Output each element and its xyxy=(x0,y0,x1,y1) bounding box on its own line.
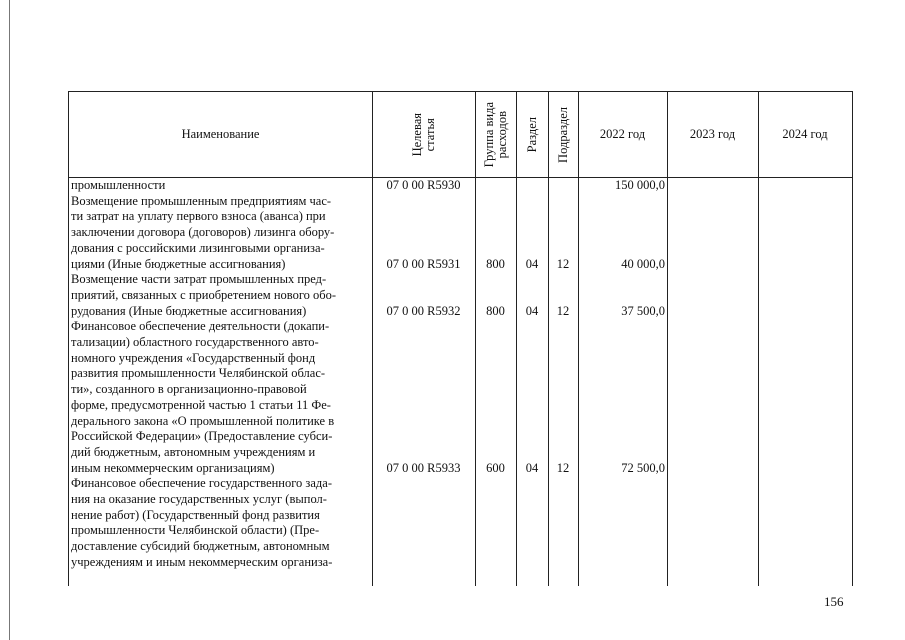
header-year-2024-label: 2024 год xyxy=(782,127,828,141)
body-line: нение работ) (Государственный фонд развития xyxy=(71,507,320,522)
row-section: 04 xyxy=(525,256,539,271)
row-expense-group: 800 xyxy=(486,303,505,318)
header-year-2023-label: 2023 год xyxy=(689,127,736,141)
body-line: заключении договора (договоров) лизинга обору- xyxy=(71,225,335,240)
row-subsection: 12 xyxy=(556,256,570,271)
page-number: 156 xyxy=(824,594,844,609)
row-section: 04 xyxy=(525,460,539,475)
body-line: иным некоммерческим организациям) xyxy=(71,460,275,475)
body-line: Возмещение части затрат промышленных пред- xyxy=(71,272,327,287)
body-line: Финансовое обеспечение деятельности (докапи- xyxy=(71,319,330,334)
row-amount-2022: 40 000,0 xyxy=(621,256,665,271)
body-line: приятий, связанных с приобретением нового обо- xyxy=(71,287,337,302)
body-line: дования с российскими лизинговыми организа- xyxy=(71,240,325,255)
body-line: развития промышленности Челябинской облас- xyxy=(71,366,326,381)
header-name xyxy=(69,92,372,177)
header-subsection-label: Подраздел xyxy=(555,106,570,163)
header-target-article-label: Целевая статья xyxy=(409,112,437,157)
header-expense-group xyxy=(475,92,516,177)
body-line: Финансовое обеспечение государственного зада- xyxy=(71,476,332,491)
header-year-2024 xyxy=(758,92,852,177)
header-year-2023 xyxy=(667,92,758,177)
body-line: тализации) областного государственного авто- xyxy=(71,335,319,350)
header-section-label: Раздел xyxy=(524,116,539,153)
body-line: ти», созданного в организационно-правовой xyxy=(71,382,307,397)
body-line: учреждениям и иным некоммерческим организа- xyxy=(71,554,333,569)
row-target-article: 07 0 00 R5933 xyxy=(386,460,461,475)
scan-left-edge xyxy=(9,0,10,640)
body-line: доставление субсидий бюджетным, автономным xyxy=(71,539,330,554)
body-line: Российской Федерации» (Предоставление субси- xyxy=(71,429,333,444)
row-amount-2022: 37 500,0 xyxy=(621,303,665,318)
row-subsection: 12 xyxy=(556,303,570,318)
row-amount-2022: 150 000,0 xyxy=(615,178,665,192)
header-target-article xyxy=(372,92,475,177)
body-line: Возмещение промышленным предприятиям час- xyxy=(71,193,332,208)
body-line: ния на оказание государственных услуг (выпол- xyxy=(71,492,327,507)
row-target-article: 07 0 00 R5931 xyxy=(386,256,461,271)
header-name-label: Наименование xyxy=(181,127,260,141)
item-descriptions xyxy=(71,178,370,571)
body-line: ти затрат на уплату первого взноса (аванса) при xyxy=(71,209,326,224)
header-year-2022 xyxy=(578,92,667,177)
row-subsection: 12 xyxy=(556,460,570,475)
body-line: циями (Иные бюджетные ассигнования) xyxy=(71,256,286,271)
body-line: дий бюджетным, автономным учреждениям и xyxy=(71,444,316,459)
row-section: 04 xyxy=(525,303,539,318)
budget-table xyxy=(68,91,853,586)
row-amount-2022: 72 500,0 xyxy=(621,460,665,475)
header-subsection xyxy=(548,92,578,177)
body-line: номного учреждения «Государственный фонд xyxy=(71,350,316,365)
body-line: промышленности Челябинской области) (Пре- xyxy=(71,523,320,538)
row-target-article: 07 0 00 R5932 xyxy=(386,303,461,318)
row-expense-group: 600 xyxy=(486,460,505,475)
body-line: дерального закона «О промышленной политике в xyxy=(71,413,335,428)
body-line: промышленности xyxy=(71,178,166,192)
header-year-2022-label: 2022 год xyxy=(599,127,646,141)
row-target-article: 07 0 00 R5930 xyxy=(386,178,461,192)
row-expense-group: 800 xyxy=(486,256,505,271)
header-section xyxy=(516,92,548,177)
header-expense-group-label: Группа вида расходов xyxy=(481,101,509,168)
body-line: рудования (Иные бюджетные ассигнования) xyxy=(71,303,307,318)
body-line: форме, предусмотренной частью 1 статьи 11 Фе- xyxy=(71,397,331,412)
